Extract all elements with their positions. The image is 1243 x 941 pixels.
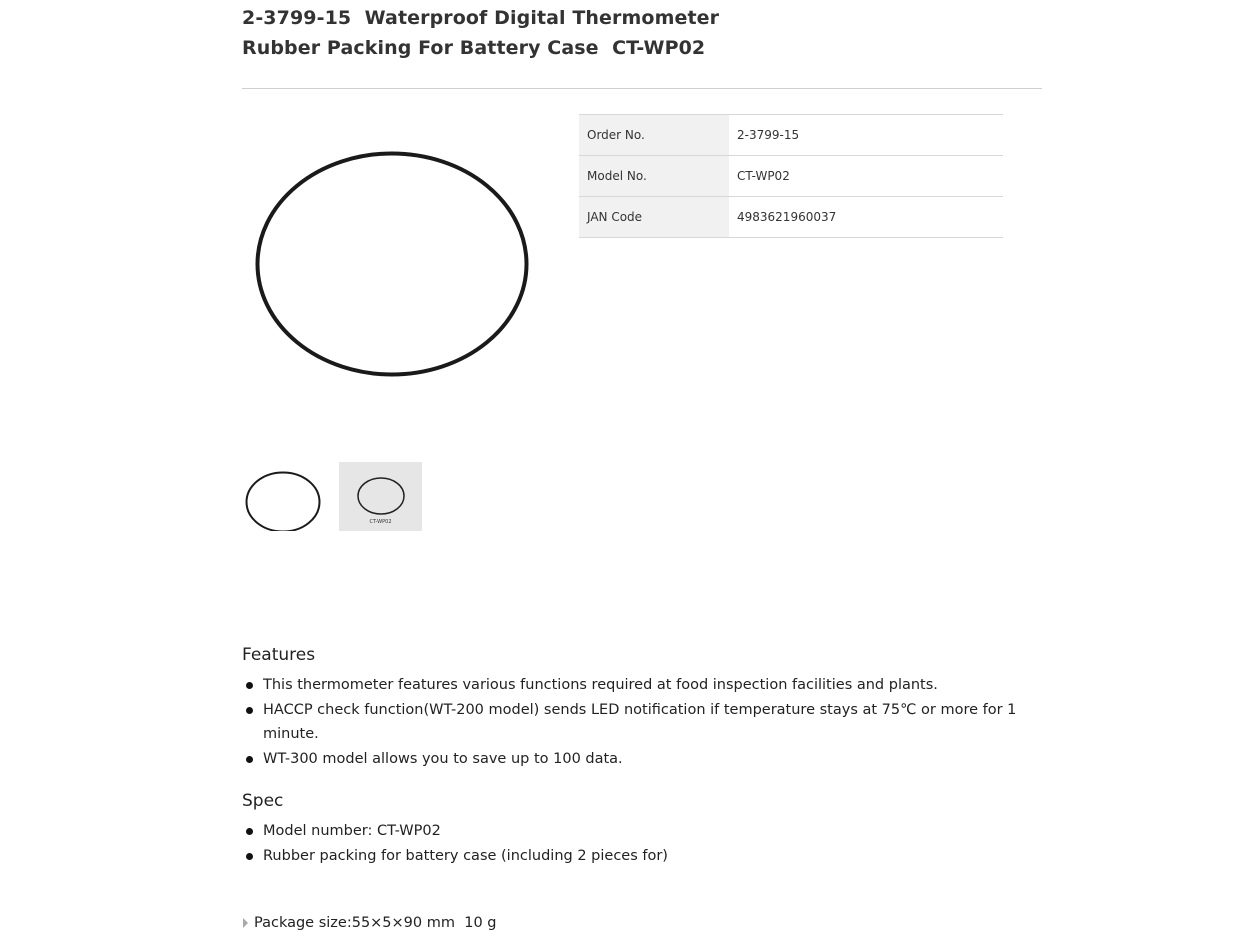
list-item: [242, 698, 1042, 747]
features-section: [242, 643, 1042, 771]
bullet-icon: [246, 828, 253, 835]
main-product-image: [242, 113, 542, 413]
spec-row-jan-code: [579, 197, 1003, 238]
list-item: [242, 819, 1042, 844]
features-heading: Features: [242, 645, 316, 665]
feature-text: WT-300 model allows you to save up to 100 data.: [263, 750, 623, 767]
feature-text: HACCP check function(WT-200 model) sends LED notification if temperature stays at 75℃ or more for 1 minute.: [263, 701, 1017, 742]
spec-value: 2-3799-15: [729, 115, 1003, 156]
thumbnail-1[interactable]: [242, 462, 325, 531]
spec-row-order-no: [579, 115, 1003, 156]
triangle-right-icon: [243, 918, 248, 928]
feature-text: This thermometer features various functions required at food inspection facilities and plants.: [263, 677, 938, 693]
title-divider: [242, 88, 1042, 89]
spec-value: CT-WP02: [729, 156, 1003, 197]
bullet-icon: [246, 756, 253, 763]
spec-text: Rubber packing for battery case (including 2 pieces for): [263, 847, 668, 864]
spec-key: Model No.: [579, 156, 729, 197]
thumbnail-2-label: CT-WP02: [369, 519, 392, 525]
product-title-line1: 2-3799-15 Waterproof Digital Thermometer: [242, 7, 720, 29]
product-title-line2: Rubber Packing For Battery Case CT-WP02: [242, 37, 706, 59]
bullet-icon: [246, 707, 253, 714]
spec-value: 4983621960037: [729, 197, 1003, 238]
package-text: Package size:55×5×90 mm 10 g: [254, 915, 497, 931]
thumbnail-2[interactable]: [339, 462, 422, 531]
product-detail: [242, 0, 1042, 931]
spec-list: [242, 819, 1042, 868]
spec-section: [242, 789, 1042, 868]
spec-table: [579, 114, 1003, 238]
bullet-icon: [246, 682, 253, 689]
list-item: [242, 673, 1042, 698]
spec-heading: Spec: [242, 791, 284, 811]
bullet-icon: [246, 853, 253, 860]
list-item: [242, 747, 1042, 772]
package-info: [242, 911, 496, 935]
spec-key: Order No.: [579, 115, 729, 156]
spec-text: Model number: CT-WP02: [263, 823, 441, 839]
list-item: [242, 844, 1042, 869]
features-list: [242, 673, 1042, 771]
spec-row-model-no: [579, 156, 1003, 197]
spec-key: JAN Code: [579, 197, 729, 238]
product-title: [242, 0, 1042, 63]
